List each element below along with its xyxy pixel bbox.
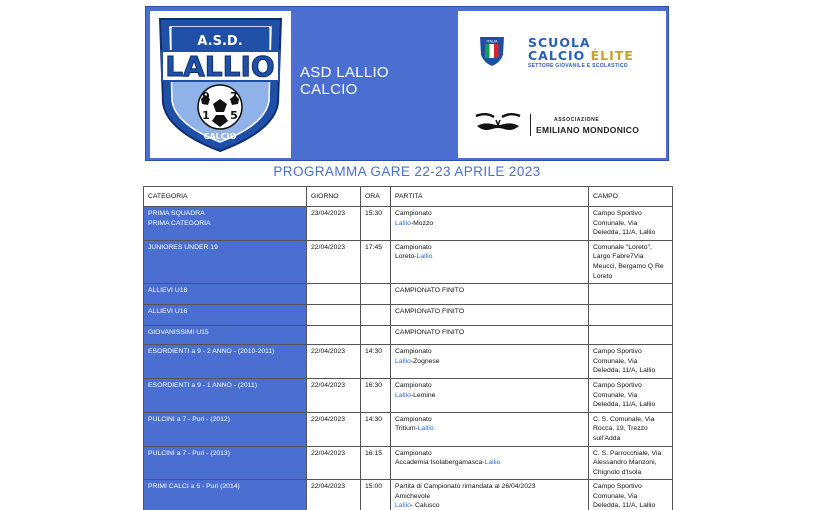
field-cell [589,446,673,480]
federation-shield-icon [478,33,506,67]
field-line: Comunale, Via [593,357,638,365]
match-schedule-table [143,186,673,510]
time-cell: 15:30 [361,207,391,241]
match-teams [395,219,584,229]
column-header-day: GIORNO [307,187,361,207]
home-team-highlight: Lallio [395,391,411,399]
field-line: Deledda, 11/A, Lallio [593,401,656,409]
table-row [144,207,673,241]
match-type: Campionato [395,415,432,423]
home-team: Loreto- [395,253,417,261]
match-type: Campionato [395,243,432,251]
match-teams [395,501,584,510]
category-cell: GIOVANISSIMI U15 [144,326,307,345]
match-note: Partita di Campionato rimandata al 26/04/2023 [395,483,536,491]
home-team-highlight: Lallio [395,219,411,227]
field-line: Alessandro Manzoni, [593,459,657,467]
match-cell [391,345,589,379]
match-teams [395,424,584,434]
header-band [145,6,669,161]
day-cell: 22/04/2023 [307,378,361,412]
field-line: Deledda, 11/A, Lallio [593,229,656,237]
partner-logos [458,11,666,158]
crest-bottom-text: CALCIO [203,132,237,141]
match-type: Amichevole [395,492,431,500]
match-cell: CAMPIONATO FINITO [391,326,589,345]
day-cell: 23/04/2023 [307,207,361,241]
table-row [144,345,673,379]
match-cell [391,207,589,241]
opponent-team: - Calusco [410,502,440,510]
away-team-highlight: Lallio [417,425,434,433]
page-title: PROGRAMMA GARE 22-23 APRILE 2023 [273,164,541,179]
opponent-team: -Mozzo [410,219,434,227]
field-cell [589,240,673,283]
table-row [144,446,673,480]
field-line: Largo Fabre7Via [593,253,644,261]
field-line: sull'Adda [593,434,621,442]
table-row [144,326,673,345]
club-crest-icon [150,11,291,158]
day-cell: 22/04/2023 [307,480,361,510]
opponent-team: -Lemine [410,391,436,399]
match-cell [391,240,589,283]
field-cell [589,326,673,345]
mustache-icon [472,112,524,138]
time-cell [361,326,391,345]
field-line: C. S. Comunale, Via [593,415,655,423]
opponent-team: -Zognese [410,357,440,365]
crest-top-text: A.S.D. [197,34,243,49]
day-cell [307,284,361,305]
field-line: C. S. Parrocchiale, Via [593,449,662,457]
match-teams [395,252,584,262]
home-team-highlight: Lallio [395,502,411,510]
category-cell: ESORDIENTI a 9 - 2 ANNO - (2010-2011) [144,345,307,379]
association-divider [530,114,531,136]
scuola-line-1: SCUOLA [528,35,591,50]
category-cell: ALLIEVI U16 [144,305,307,326]
field-cell [589,207,673,241]
crest-year-digit: 5 [230,109,238,122]
match-cell: CAMPIONATO FINITO [391,284,589,305]
field-line: Comunale, Via [593,219,638,227]
table-header-row [144,187,673,207]
time-cell [361,284,391,305]
scuola-calcio-text: CALCIO [528,48,586,63]
table-row [144,378,673,412]
day-cell: 22/04/2023 [307,345,361,379]
club-name: ASD LALLIO CALCIO [300,64,389,98]
time-cell: 15:00 [361,480,391,510]
match-type: Campionato [395,210,432,217]
category-cell: ALLIEVI U18 [144,284,307,305]
match-cell [391,446,589,480]
association-label: ASSOCIAZIONE [554,117,600,123]
field-line: Rocca, 19, Trezzo [593,425,648,433]
category-cell: PULCINI a 7 - Puri - (2012) [144,412,307,446]
crest-year-digit: 7 [230,90,238,103]
match-teams [395,357,584,367]
crest-year-digit: 9 [202,90,210,103]
away-team-highlight: Lallio [416,253,433,261]
match-cell [391,378,589,412]
match-cell [391,480,589,510]
association-name: EMILIANO MONDONICO [536,125,640,135]
match-type: Campionato [395,449,432,457]
category-cell: PRIMI CALCI a 5 - Puri (2014) [144,480,307,510]
field-line: Deledda, 11/A, Lallio [593,367,656,375]
table-row [144,305,673,326]
field-cell [589,284,673,305]
table-row [144,412,673,446]
table-row [144,284,673,305]
away-team-highlight: Lallio [484,459,501,467]
field-line: Meucci, Bergamo Q.Re [593,262,664,270]
field-line: Comunale "Loreto", [593,243,652,251]
match-cell: CAMPIONATO FINITO [391,305,589,326]
table-row [144,240,673,283]
column-header-category: CATEGORIA [144,187,307,207]
home-team: Accademia Isolabergamasca- [395,459,485,467]
field-cell [589,305,673,326]
time-cell: 14:30 [361,345,391,379]
field-line: Comunale, Via [593,492,638,500]
category-subname: PRIMA CATEGORIA [148,219,211,227]
home-team-highlight: Lallio [395,357,411,365]
scuola-elite-text: ÉLITE [590,48,634,63]
field-line: Campo Sportivo [593,483,642,491]
match-type: Campionato [395,348,432,356]
category-name: PRIMA SQUADRA [148,210,205,217]
column-header-time: ORA [361,187,391,207]
club-logo [150,11,291,158]
home-team: Tritium- [395,425,418,433]
field-line: Campo Sportivo [593,381,642,389]
field-cell [589,378,673,412]
match-cell [391,412,589,446]
scuola-line-2 [528,48,634,63]
day-cell [307,326,361,345]
field-line: Campo Sportivo [593,348,642,356]
field-cell [589,480,673,510]
field-cell [589,345,673,379]
field-line: Deledda, 11/A, Lallio [593,502,656,510]
scuola-line-3: SETTORE GIOVANILE E SCOLASTICO [528,63,628,69]
match-teams [395,458,584,468]
category-cell: ESORDIENTI a 9 - 1 ANNO - (2011) [144,378,307,412]
day-cell: 22/04/2023 [307,446,361,480]
table-row [144,480,673,510]
crest-main-text: LALLIO [165,50,275,83]
field-line: Campo Sportivo [593,210,642,217]
column-header-match: PARTITA [391,187,589,207]
field-line: Chignolo d'Isola [593,468,642,476]
match-teams [395,391,584,401]
day-cell: 22/04/2023 [307,412,361,446]
field-line: Comunale, Via [593,391,638,399]
category-cell: PULCINI a 7 - Puri - (2013) [144,446,307,480]
field-line: Loreto [593,272,613,280]
match-type: Campionato [395,381,432,389]
time-cell: 17:45 [361,240,391,283]
field-cell [589,412,673,446]
time-cell: 16:15 [361,446,391,480]
column-header-field: CAMPO [589,187,673,207]
crest-year-digit: 1 [202,109,210,122]
time-cell: 14:30 [361,412,391,446]
day-cell: 22/04/2023 [307,240,361,283]
category-cell: JUNIORES UNDER 19 [144,240,307,283]
time-cell [361,305,391,326]
time-cell: 16:30 [361,378,391,412]
day-cell [307,305,361,326]
federation-badge-text: ITALIA [486,39,498,44]
category-cell [144,207,307,241]
